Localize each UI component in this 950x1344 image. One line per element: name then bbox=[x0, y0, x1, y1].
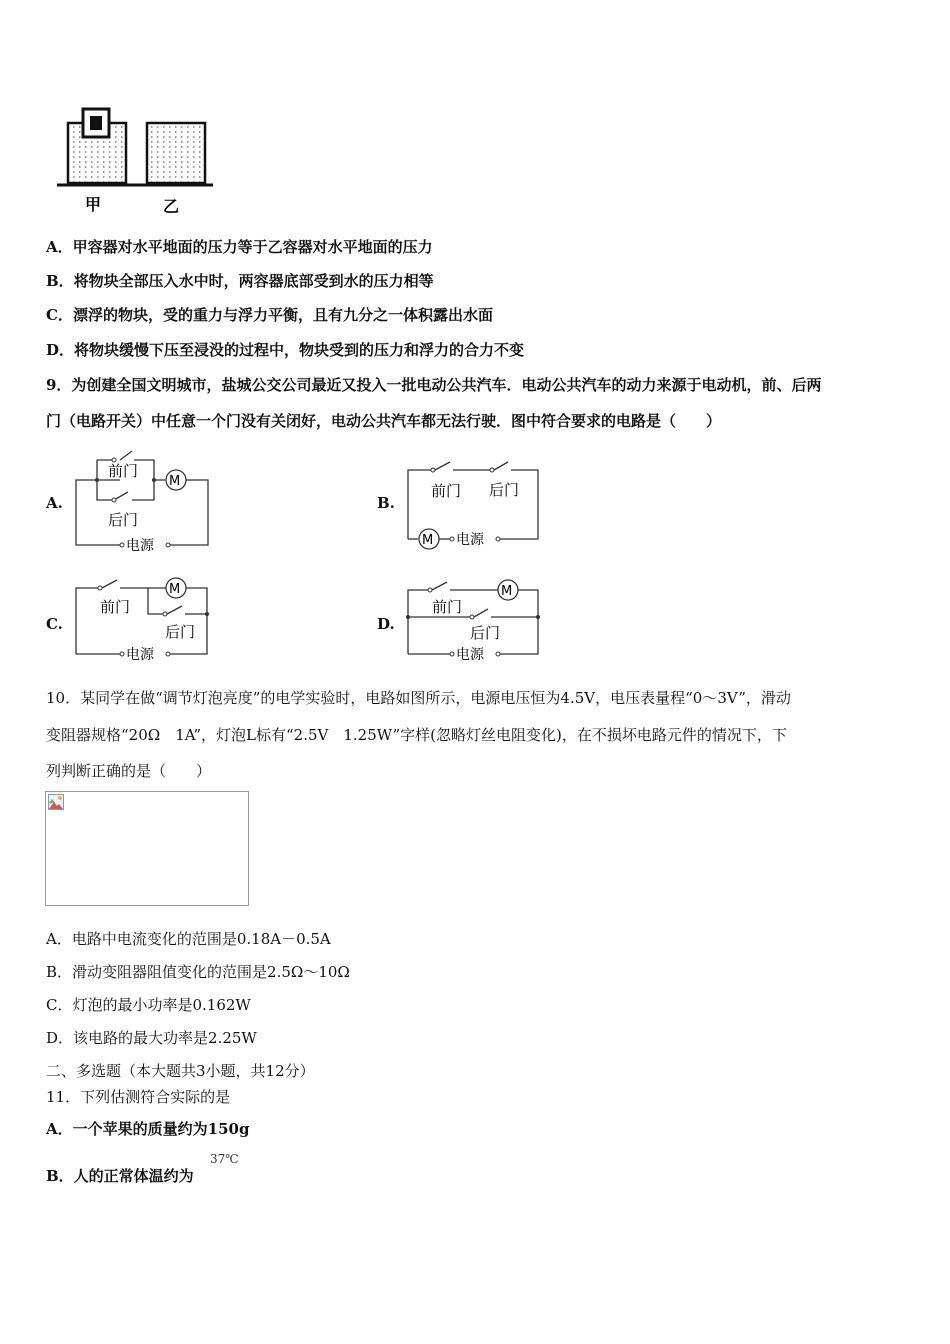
power-d: 电源 bbox=[456, 647, 484, 663]
circuit-d bbox=[400, 572, 545, 667]
containers-figure bbox=[55, 105, 220, 220]
back-door-d: 后门 bbox=[470, 624, 501, 642]
broken-image-icon bbox=[48, 794, 64, 810]
q9-stem-line1: 9．为创建全国文明城市，盐城公交公司最近又投入一批电动公共汽车．电动公共汽车的动力来源于电动机，前、后两 bbox=[46, 376, 822, 394]
circuit-c bbox=[70, 572, 215, 667]
q10-option-a: A．电路中电流变化的范围是0.18A－0.5A bbox=[46, 930, 331, 948]
power-a: 电源 bbox=[126, 538, 154, 554]
back-door-a: 后门 bbox=[108, 511, 139, 529]
q11-option-a: A．一个苹果的质量约为150g bbox=[46, 1120, 250, 1138]
q10-stem-line2: 变阻器规格“20Ω 1A”，灯泡L标有“2.5V 1.25W”字样(忽略灯丝电阻变化)，在不损坏电路元件的情况下，下 bbox=[46, 726, 787, 744]
label-jia: 甲 bbox=[85, 195, 102, 214]
circuit-a-letter: A. bbox=[46, 494, 63, 512]
circuit-a bbox=[70, 445, 215, 555]
back-door-b: 后门 bbox=[489, 481, 520, 499]
q10-stem-line3: 列判断正确的是（ ） bbox=[46, 762, 212, 780]
q11-option-b-value: 37℃ bbox=[210, 1152, 239, 1166]
power-b: 电源 bbox=[456, 532, 484, 548]
q10-circuit-image-placeholder bbox=[45, 791, 249, 906]
q11-stem: 11．下列估测符合实际的是 bbox=[46, 1088, 231, 1106]
q10-option-c: C．灯泡的最小功率是0.162W bbox=[46, 996, 251, 1014]
front-door-c: 前门 bbox=[100, 598, 131, 616]
q10-option-d: D．该电路的最大功率是2.25W bbox=[46, 1029, 257, 1047]
q8-option-a: A．甲容器对水平地面的压力等于乙容器对水平地面的压力 bbox=[46, 238, 433, 256]
motor-b: M bbox=[422, 533, 434, 548]
front-door-a: 前门 bbox=[108, 462, 139, 480]
section-2-title: 二、多选题（本大题共3小题，共12分） bbox=[46, 1062, 315, 1080]
q9-stem-line2: 门（电路开关）中任意一个门没有关闭好，电动公共汽车都无法行驶．图中符合要求的电路是（ ） bbox=[46, 412, 722, 430]
motor-a: M bbox=[169, 474, 181, 489]
front-door-b: 前门 bbox=[431, 482, 462, 500]
motor-c: M bbox=[169, 582, 181, 597]
q10-option-b: B．滑动变阻器阻值变化的范围是2.5Ω～10Ω bbox=[46, 963, 350, 981]
circuit-b bbox=[400, 455, 545, 555]
circuit-b-letter: B. bbox=[377, 494, 395, 512]
power-c: 电源 bbox=[126, 647, 154, 663]
motor-d: M bbox=[501, 584, 513, 599]
q8-option-b: B．将物块全部压入水中时，两容器底部受到水的压力相等 bbox=[46, 272, 434, 290]
back-door-c: 后门 bbox=[165, 623, 196, 641]
circuit-d-letter: D. bbox=[377, 615, 395, 633]
front-door-d: 前门 bbox=[432, 598, 463, 616]
q8-option-c: C．漂浮的物块，受的重力与浮力平衡，且有九分之一体积露出水面 bbox=[46, 306, 493, 324]
label-yi: 乙 bbox=[163, 197, 180, 216]
q11-option-b: B．人的正常体温约为 bbox=[46, 1167, 194, 1185]
q10-stem-line1: 10．某同学在做“调节灯泡亮度”的电学实验时，电路如图所示，电源电压恒为4.5V，电压表量程“0～3V”，滑动 bbox=[46, 689, 791, 707]
q8-option-d: D．将物块缓慢下压至浸没的过程中，物块受到的压力和浮力的合力不变 bbox=[46, 341, 525, 359]
circuit-c-letter: C. bbox=[46, 615, 63, 633]
